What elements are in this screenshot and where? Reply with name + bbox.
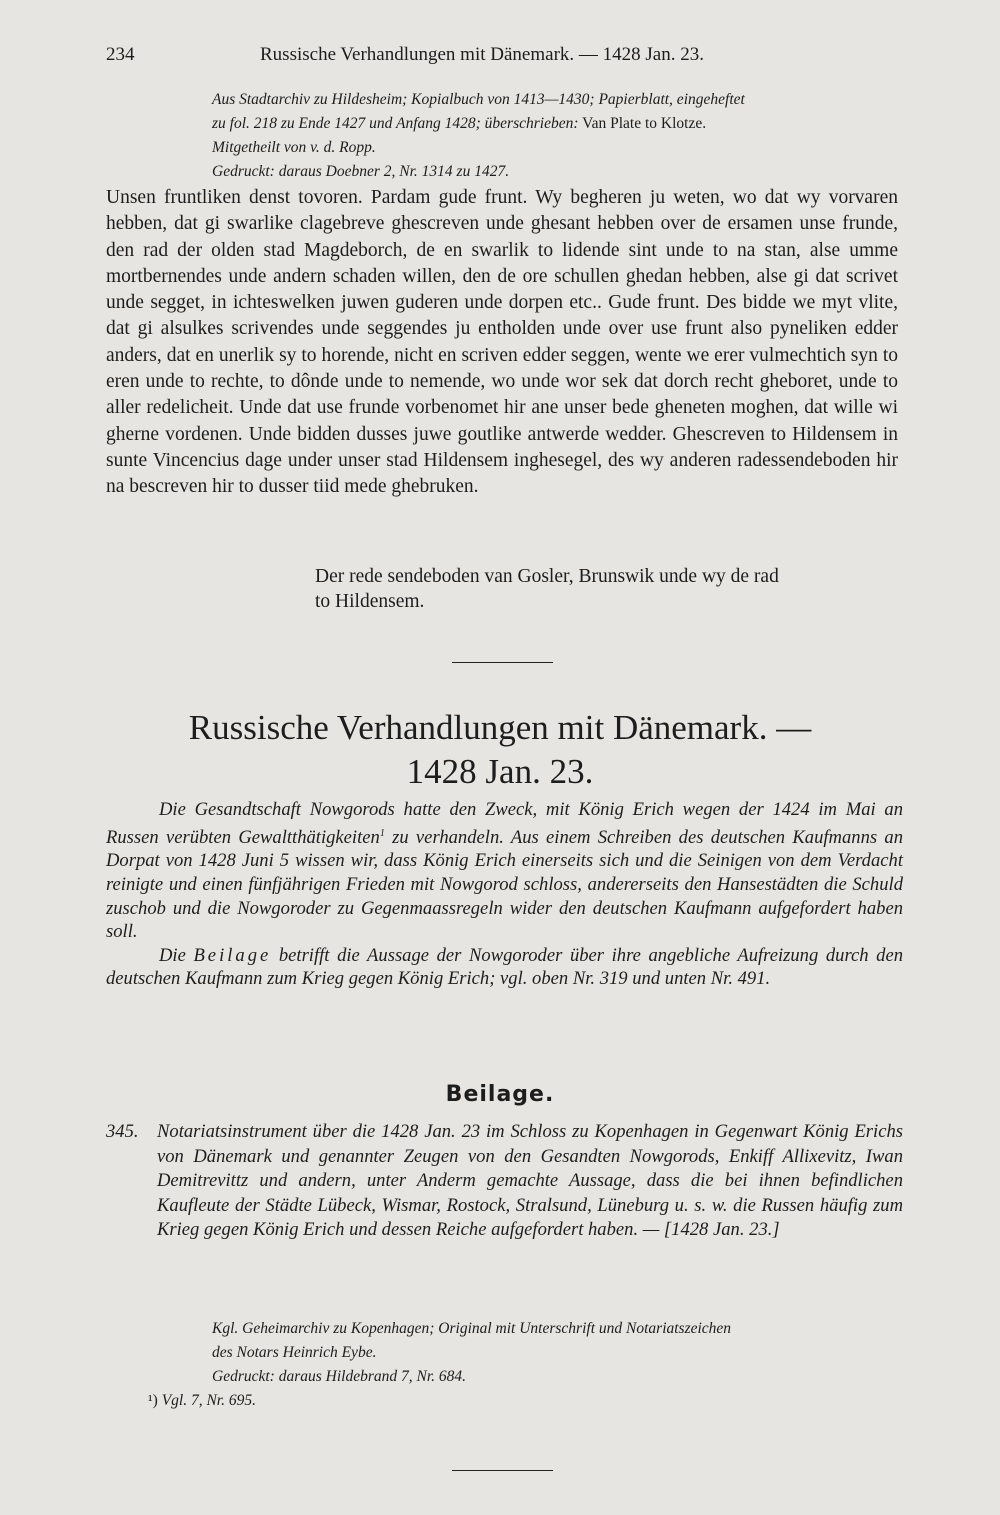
running-head: [106, 44, 906, 68]
source-note-hildesheim: [212, 88, 907, 184]
entry-summary: Notariatsinstrument über die 1428 Jan. 23 im Schloss zu Kopenhagen in Gegenwart König Erichs von Dänemark und genannter Zeugen von den Gesandten Nowgorods, Enkiff Allixevitz, Iwan Demitrevittz und andern, unter Anderm gemachte Aussage, dass die bei ihnen befindlichen Kaufleute der Städte Lübeck, Wismar, Rostock, Stralsund, Lüneburg u. s. w. die Russen häufig zum Krieg gegen König Erich und dessen Reiche aufgefordert haben. — [1428 Jan. 23.]: [157, 1121, 903, 1240]
intro-text: Die: [159, 944, 194, 966]
section-title-line: Russische Verhandlungen mit Dänemark. —: [188, 708, 812, 747]
source-line: des Notars Heinrich Eybe.: [212, 1344, 377, 1361]
signature-line: to Hildensem.: [315, 591, 425, 612]
footnote-text: Vgl. 7, Nr. 695.: [157, 1392, 256, 1409]
intro-paragraph: [106, 944, 903, 991]
section-title: [100, 706, 900, 794]
page-number: 234: [106, 44, 135, 65]
letter-signature: [315, 564, 905, 614]
source-line: [212, 112, 907, 136]
entry-number: 345.: [106, 1121, 139, 1142]
letter-text: [106, 185, 898, 501]
footnote-marker: ¹): [148, 1392, 158, 1409]
source-line: Kgl. Geheimarchiv zu Kopenhagen; Original mit Unterschrift und Notariatszeichen: [212, 1320, 732, 1337]
source-line: Gedruckt: daraus Hildebrand 7, Nr. 684.: [212, 1368, 467, 1385]
source-line: Mitgetheilt von v. d. Ropp.: [212, 139, 376, 156]
source-line-upright: Van Plate to Klotze.: [578, 115, 707, 132]
section-title-date: 1428 Jan. 23.: [406, 752, 594, 791]
footer-divider: [452, 1470, 553, 1471]
section-introduction: [106, 798, 903, 991]
beilage-heading: Beilage.: [445, 1082, 555, 1107]
footnote: [148, 1392, 548, 1410]
source-note-kopenhagen: [212, 1317, 907, 1389]
signature-line: Der rede sendeboden van Gosler, Brunswik unde wy de rad: [315, 566, 779, 587]
source-line: Gedruckt: daraus Doebner 2, Nr. 1314 zu 1427.: [212, 163, 510, 180]
section-divider: [452, 662, 553, 663]
letter-paragraph: Unsen fruntliken denst tovoren. Pardam gude frunt. Wy begheren ju weten, wo dat wy vorvaren hebben, dat gi swarlike clagebreve ghescreven unde ghesant hebben over de ersamen unse frunde, den rad der olden stad Magdeborch, de en swarlik to lidende sint unde to na stan, alse umme mortbernendes unde andern schaden willen, den de ore schullen ghedan hebben, alse gi dat scrivet unde segget, in ichteswelken juwen guderen unde dorpen etc.. Gude frunt. Des bidde we myt vlite, dat gi alsulkes scrivendes unde seggendes ju entholden unde over use frunt also pyneliken edder anders, dat en unerlik sy to horende, nicht en scriven edder seggen, wente we erer vulmechtich syn to eren unde to rechte, to dônde unde to nemende, wo unde wor sek dat dorch recht gheboret, unde to aller redelicheit. Unde dat use frunde vorbenomet hir ane unser bede gheneten moghen, dat wille wi gherne vordenen. Unde bidden dusses juwe goutlike antwerde wedder. Ghescreven to Hildensem in sunte Vincencius dage under unser stad Hildensem inghesegel, des wy anderen radessendeboden hir na bescreven hir to dusser tiid mede ghebruken.: [106, 187, 898, 498]
running-title: Russische Verhandlungen mit Dänemark. — 1428 Jan. 23.: [260, 44, 704, 65]
intro-paragraph: [106, 798, 903, 944]
source-line: Aus Stadtarchiv zu Hildesheim; Kopialbuch von 1413—1430; Papierblatt, eingeheftet: [212, 91, 745, 108]
source-line-italic: zu fol. 218 zu Ende 1427 und Anfang 1428; überschrieben:: [212, 115, 579, 132]
intro-text: zu verhandeln. Aus einem Schreiben des deutschen Kaufmanns an Dorpat von 1428 Juni 5 wissen wir, dass König Erich einerseits sich und die Seinigen von dem Verdacht reinigte und einen fünfjährigen Frieden mit Nowgorod schloss, andererseits den Hansestädten die Schuld zuschob und die Nowgoroder zu Gegenmaassregeln wider den deutschen Kaufmann aufgefordert haben soll.: [106, 826, 903, 943]
footnote-reference: 1: [379, 827, 385, 839]
intro-text: betrifft die Aussage der Nowgoroder über ihre angebliche Aufreizung durch den deutschen Kaufmann zum Krieg gegen König Erich; vgl. oben Nr. 319 und unten Nr. 491.: [106, 944, 903, 990]
beilage-reference: Beilage: [193, 944, 272, 966]
intro-text: Die Gesandtschaft Nowgorods hatte den Zweck, mit König Erich wegen der 1424 im Mai an Russen verübten Gewaltthätigkeiten: [106, 799, 903, 848]
